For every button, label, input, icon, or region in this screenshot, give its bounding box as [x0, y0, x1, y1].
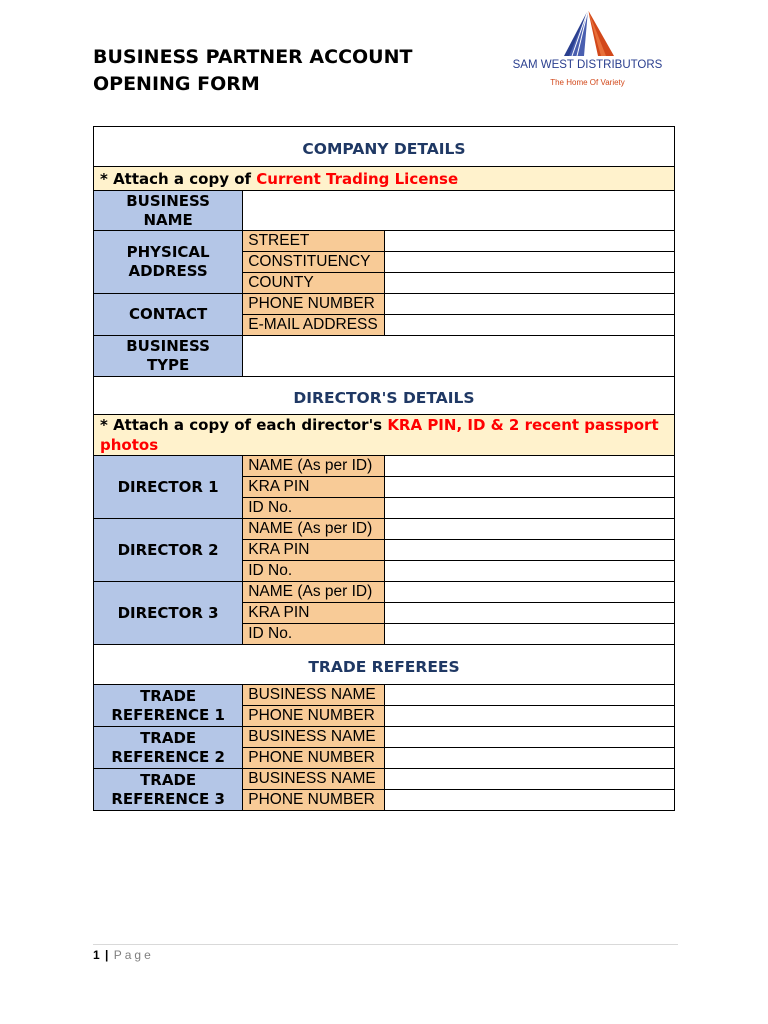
email-address-field-label: E-MAIL ADDRESS [243, 315, 385, 336]
reference-3-phone-number-input[interactable] [385, 790, 675, 811]
reference-1-business-name-input[interactable] [385, 685, 675, 706]
page-title-line2: OPENING FORM [93, 73, 260, 95]
director-2-kra-pin-input[interactable] [385, 540, 675, 561]
page-number [93, 948, 154, 962]
directors-attachment-note [94, 415, 675, 456]
logo-company-name: SAM WEST DISTRIBUTORS [512, 59, 663, 71]
directors-note-prefix: * Attach a copy of each director's [100, 416, 388, 434]
director-2-name-input[interactable] [385, 519, 675, 540]
company-attachment-note [94, 167, 675, 191]
email-address-input[interactable] [385, 315, 675, 336]
logo-triangle-icon [558, 8, 616, 58]
reference-1-business-name-field-label: BUSINESS NAME [243, 685, 385, 706]
director-1-label: DIRECTOR 1 [94, 456, 243, 519]
trade-reference-2-label: TRADE REFERENCE 2 [94, 727, 243, 769]
physical-address-label: PHYSICAL ADDRESS [94, 231, 243, 294]
business-type-input[interactable] [243, 336, 675, 377]
director-2-kra-pin-field-label: KRA PIN [243, 540, 385, 561]
director-2-label: DIRECTOR 2 [94, 519, 243, 582]
director-2-name-field-label: NAME (As per ID) [243, 519, 385, 540]
phone-number-field-label: PHONE NUMBER [243, 294, 385, 315]
page-number-value: 1 [93, 948, 101, 962]
director-2-id-input[interactable] [385, 561, 675, 582]
section-heading-trade-referees: TRADE REFEREES [94, 645, 675, 685]
page-number-separator: | [105, 948, 110, 962]
director-3-kra-pin-field-label: KRA PIN [243, 603, 385, 624]
logo-tagline: The Home Of Variety [550, 78, 625, 87]
director-1-name-input[interactable] [385, 456, 675, 477]
page-title [93, 44, 493, 98]
company-note-prefix: * Attach a copy of [100, 169, 257, 188]
account-opening-form-table [93, 126, 675, 811]
street-field-label: STREET [243, 231, 385, 252]
page-word: Page [113, 948, 154, 962]
business-name-label: BUSINESS NAME [94, 191, 243, 231]
company-logo [500, 8, 675, 93]
director-3-kra-pin-input[interactable] [385, 603, 675, 624]
director-1-id-input[interactable] [385, 498, 675, 519]
reference-1-phone-number-field-label: PHONE NUMBER [243, 706, 385, 727]
reference-3-business-name-field-label: BUSINESS NAME [243, 769, 385, 790]
director-1-kra-pin-field-label: KRA PIN [243, 477, 385, 498]
business-name-input[interactable] [243, 191, 675, 231]
phone-number-input[interactable] [385, 294, 675, 315]
director-2-id-field-label: ID No. [243, 561, 385, 582]
director-3-id-field-label: ID No. [243, 624, 385, 645]
reference-2-business-name-input[interactable] [385, 727, 675, 748]
company-note-highlight: Current Trading License [256, 169, 459, 188]
director-1-kra-pin-input[interactable] [385, 477, 675, 498]
constituency-field-label: CONSTITUENCY [243, 252, 385, 273]
footer-divider [93, 944, 678, 945]
trade-reference-1-label: TRADE REFERENCE 1 [94, 685, 243, 727]
constituency-input[interactable] [385, 252, 675, 273]
director-3-name-input[interactable] [385, 582, 675, 603]
street-input[interactable] [385, 231, 675, 252]
reference-3-phone-number-field-label: PHONE NUMBER [243, 790, 385, 811]
contact-label: CONTACT [94, 294, 243, 336]
business-type-label: BUSINESS TYPE [94, 336, 243, 377]
director-3-label: DIRECTOR 3 [94, 582, 243, 645]
county-field-label: COUNTY [243, 273, 385, 294]
county-input[interactable] [385, 273, 675, 294]
section-heading-directors-details: DIRECTOR'S DETAILS [94, 377, 675, 415]
reference-2-phone-number-input[interactable] [385, 748, 675, 769]
director-3-name-field-label: NAME (As per ID) [243, 582, 385, 603]
director-1-name-field-label: NAME (As per ID) [243, 456, 385, 477]
directors-note-highlight: KRA PIN, ID & 2 recent passport photos [100, 416, 659, 454]
trade-reference-3-label: TRADE REFERENCE 3 [94, 769, 243, 811]
reference-3-business-name-input[interactable] [385, 769, 675, 790]
reference-2-phone-number-field-label: PHONE NUMBER [243, 748, 385, 769]
page-title-line1: BUSINESS PARTNER ACCOUNT [93, 46, 413, 68]
director-3-id-input[interactable] [385, 624, 675, 645]
reference-1-phone-number-input[interactable] [385, 706, 675, 727]
section-heading-company-details: COMPANY DETAILS [94, 127, 675, 167]
reference-2-business-name-field-label: BUSINESS NAME [243, 727, 385, 748]
director-1-id-field-label: ID No. [243, 498, 385, 519]
